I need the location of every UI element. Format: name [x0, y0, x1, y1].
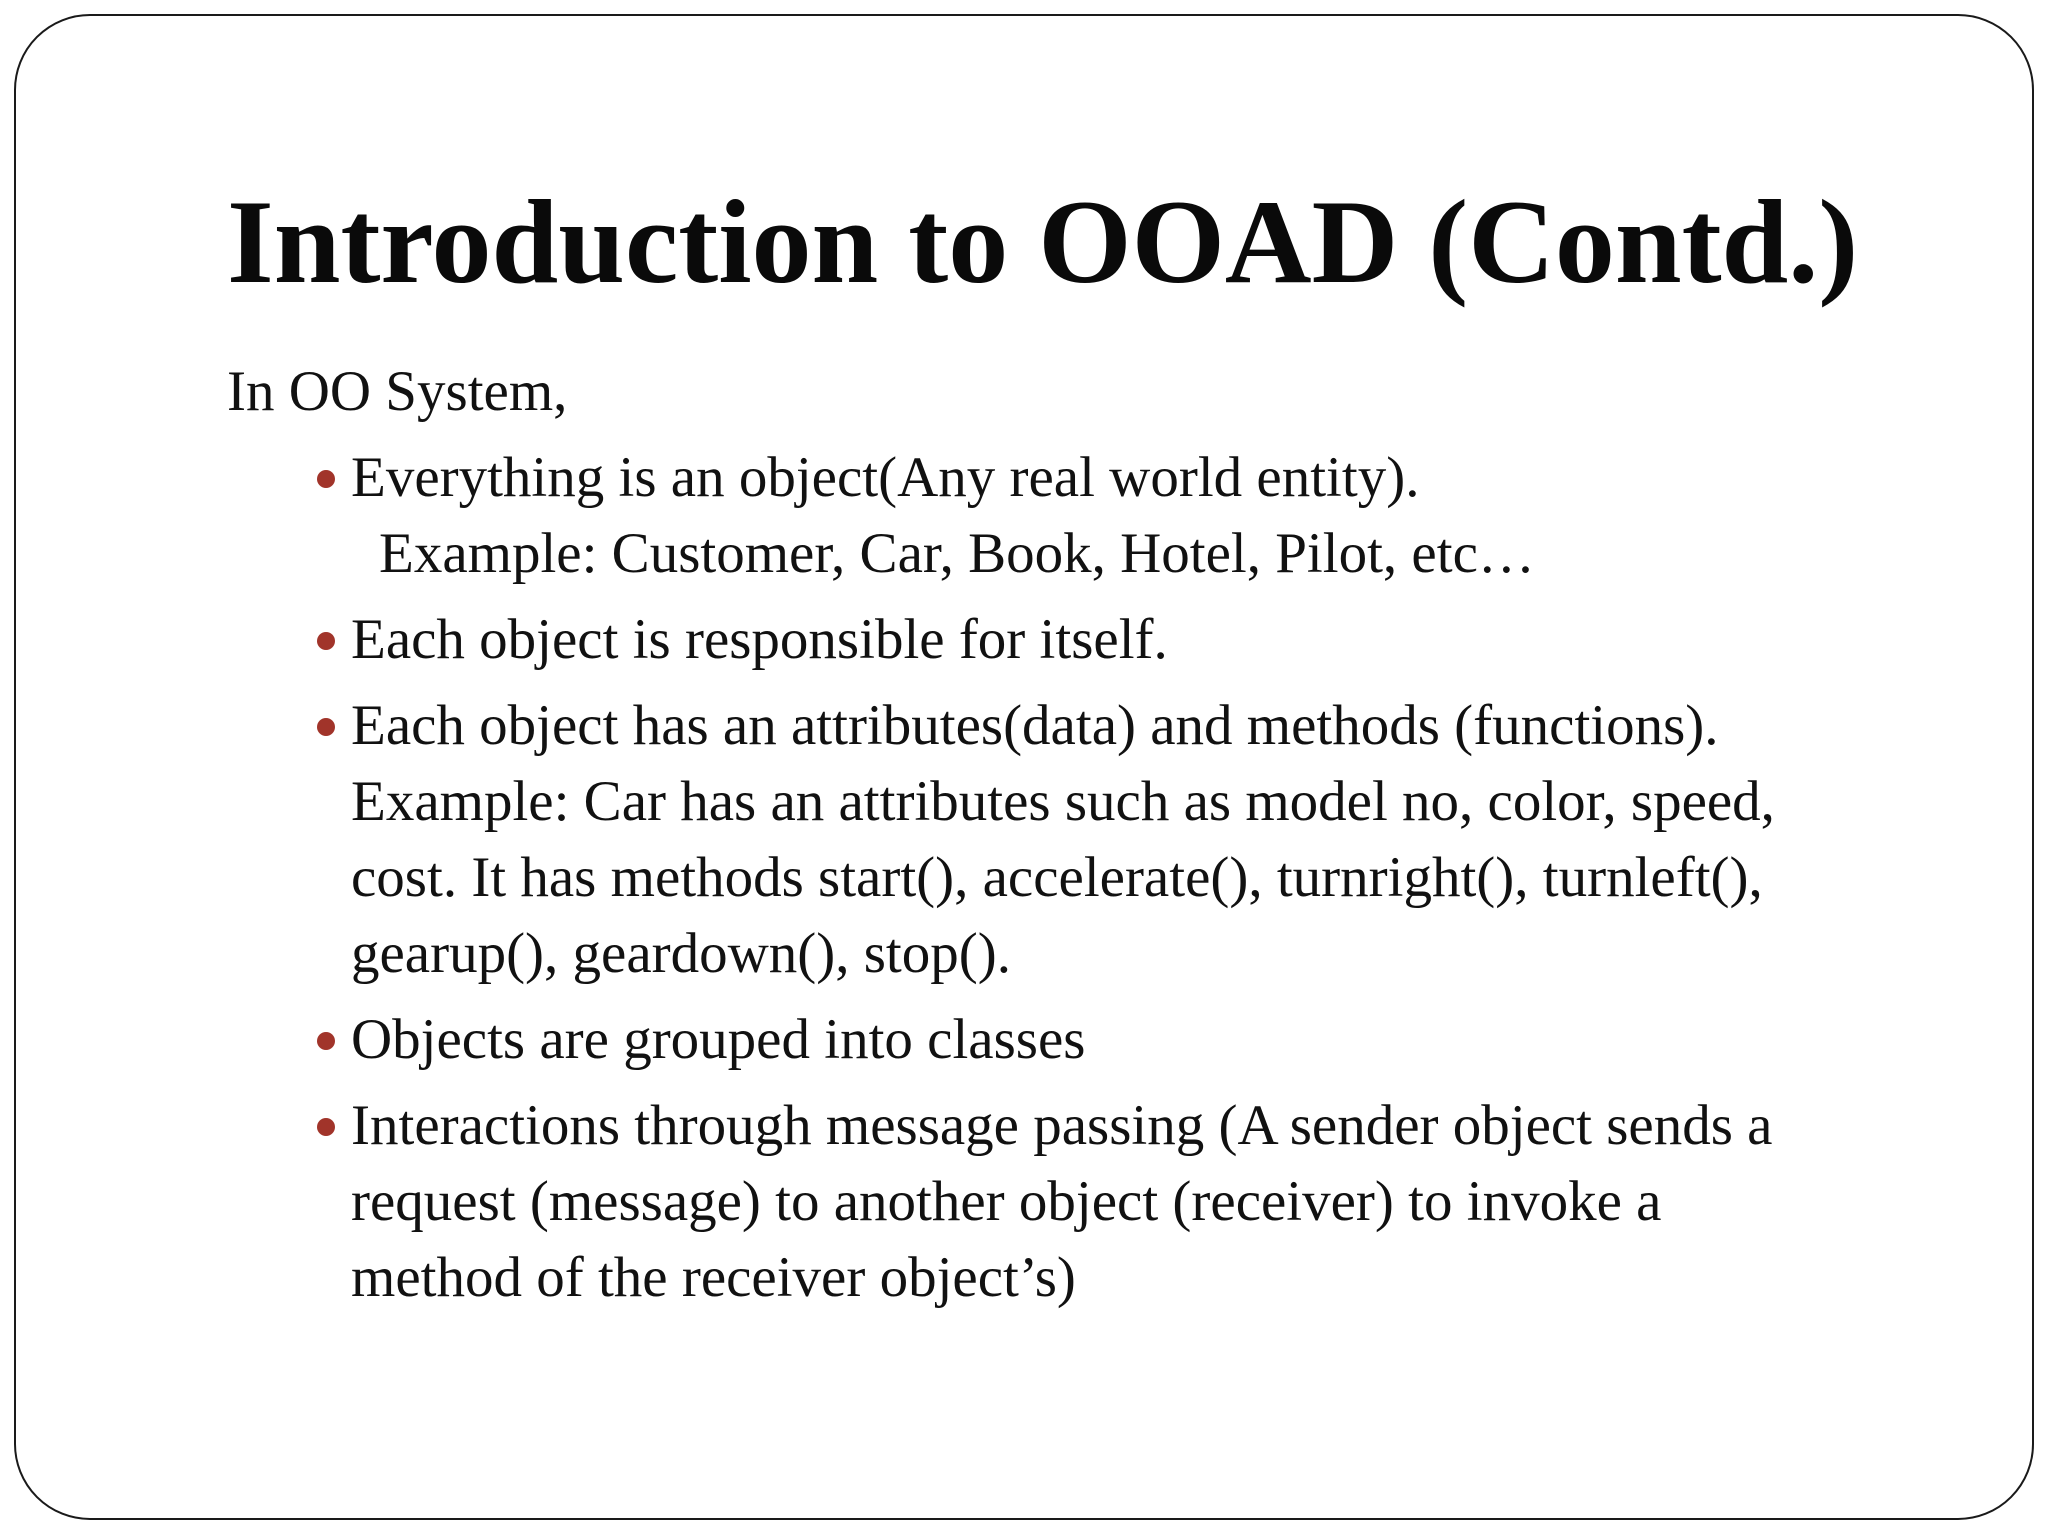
- bullet-line: method of the receiver object’s): [351, 1246, 1076, 1309]
- bullet-dot-icon: [317, 1118, 335, 1136]
- bullet-line: cost. It has methods start(), accelerate(), turnright(), turnleft(),: [351, 846, 1763, 909]
- bullet-item: [227, 602, 1987, 678]
- intro-text: In OO System,: [227, 360, 568, 423]
- bullet-line: request (message) to another object (receiver) to invoke a: [351, 1170, 1662, 1233]
- bullet-item: [227, 1002, 1987, 1078]
- bullet-line: Interactions through message passing (A sender object sends a: [351, 1094, 1773, 1157]
- bullet-line: gearup(), geardown(), stop().: [351, 922, 1011, 985]
- bullet-line: Each object is responsible for itself.: [351, 608, 1168, 671]
- bullet-item: [227, 1088, 1987, 1316]
- slide: [14, 14, 2034, 1520]
- bullet-dot-icon: [317, 718, 335, 736]
- bullet-item: [227, 688, 1987, 992]
- bullet-example-line: Example: Customer, Car, Book, Hotel, Pilot, etc…: [379, 522, 1535, 585]
- slide-title: Introduction to OOAD (Contd.): [227, 175, 1859, 308]
- bullet-line: Each object has an attributes(data) and methods (functions).: [351, 694, 1719, 757]
- bullet-dot-icon: [317, 470, 335, 488]
- bullet-item: [227, 440, 1987, 592]
- slide-body: [227, 354, 1987, 1326]
- bullet-dot-icon: [317, 632, 335, 650]
- bullet-line: Everything is an object(Any real world entity).: [351, 446, 1420, 509]
- bullet-line: Objects are grouped into classes: [351, 1008, 1086, 1071]
- bullet-line: Example: Car has an attributes such as model no, color, speed,: [351, 770, 1775, 833]
- bullet-list: [227, 440, 1987, 1316]
- bullet-dot-icon: [317, 1032, 335, 1050]
